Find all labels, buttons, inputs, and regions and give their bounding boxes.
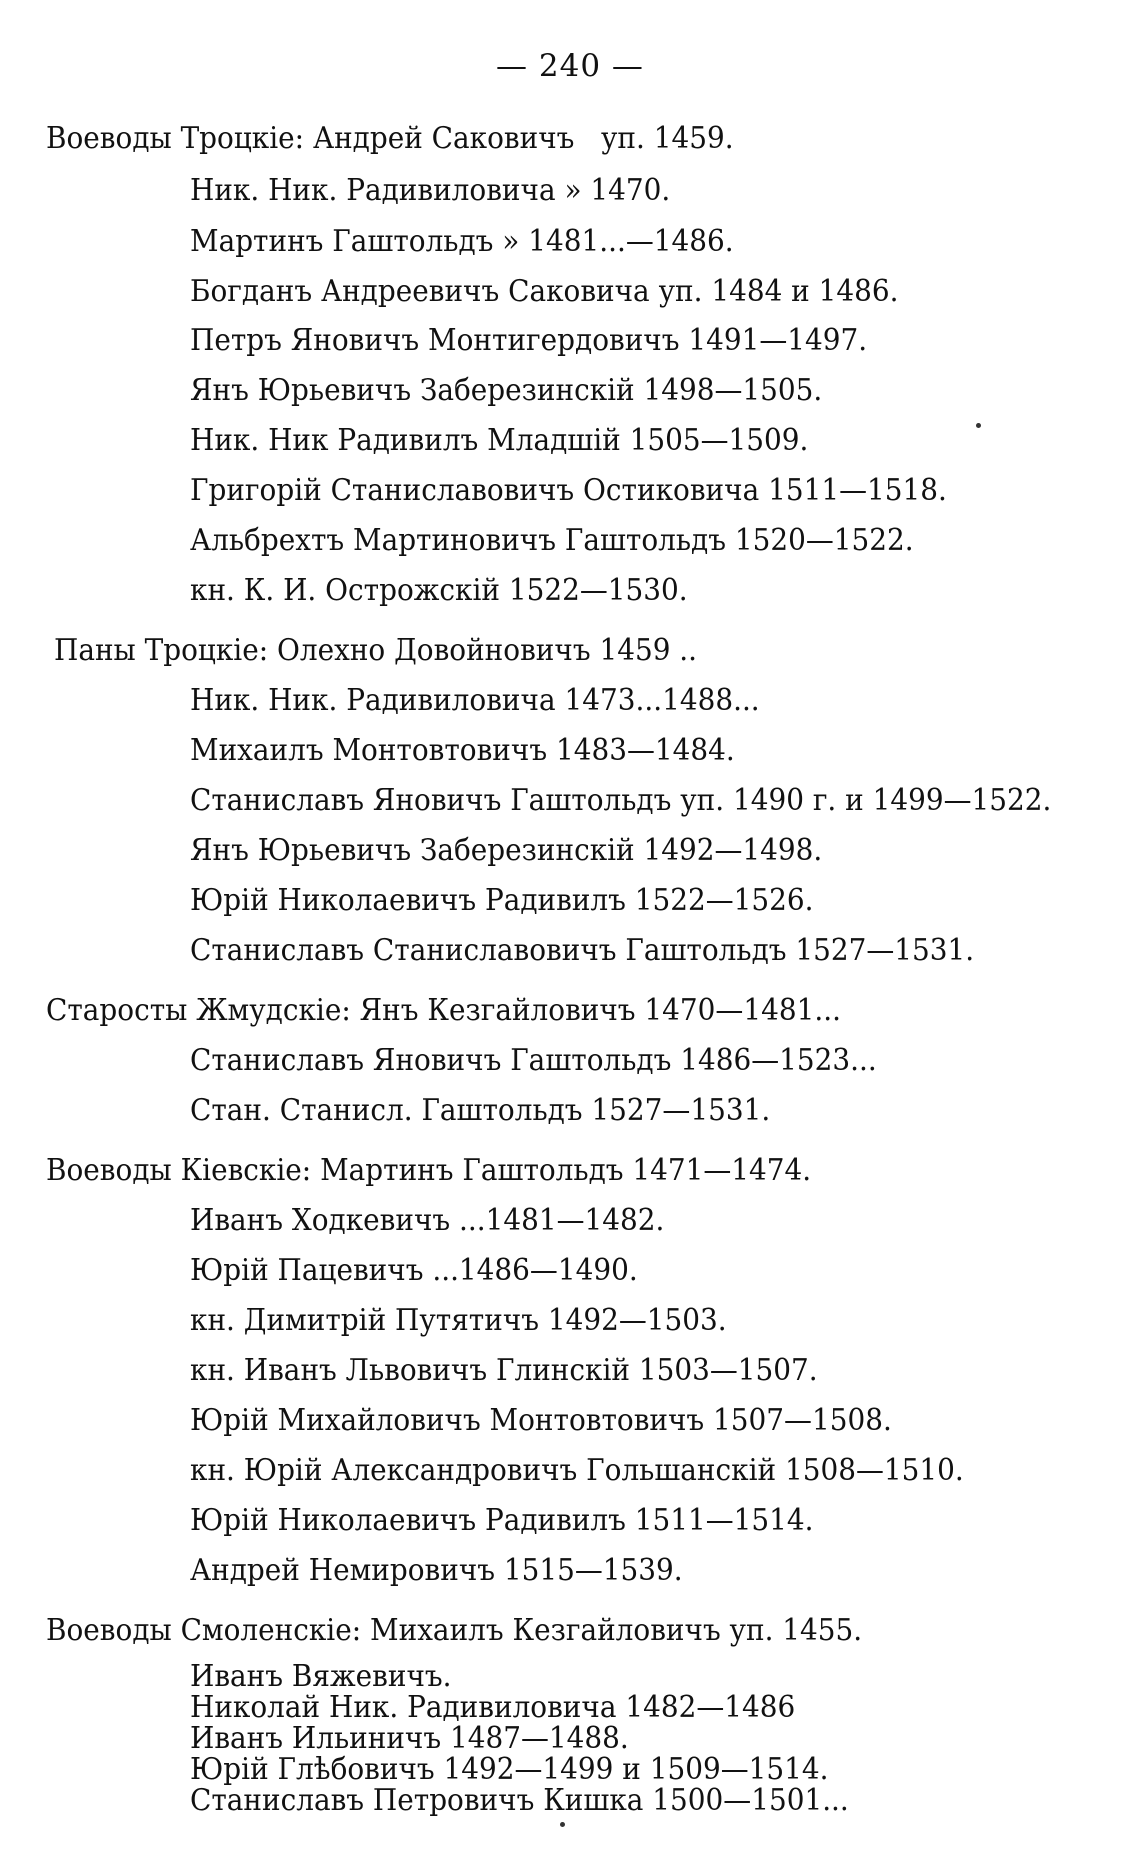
- entry-line: Мартинъ Гаштольдъ 1471—1474.: [320, 1153, 812, 1188]
- entry-line: Иванъ Ильиничъ 1487—1488.: [190, 1721, 629, 1756]
- entry-line: кн. Юрій Александровичъ Гольшанскій 1508—1510.: [190, 1453, 964, 1488]
- entry-line: Андрей Саковичъ уп. 1459.: [312, 121, 734, 156]
- entry-line: Юрій Глѣбовичъ 1492—1499 и 1509—1514.: [190, 1752, 829, 1787]
- entry-line: Ник. Ник Радивилъ Младшій 1505—1509.: [190, 423, 809, 458]
- entry-line: Альбрехтъ Мартиновичъ Гаштольдъ 1520—1522.: [190, 523, 914, 558]
- entry-line: Стан. Станисл. Гаштольдъ 1527—1531.: [190, 1093, 771, 1128]
- entry-line: Николай Ник. Радивиловича 1482—1486: [190, 1690, 796, 1725]
- entry-line: Григорій Станиславовичъ Остиковича 1511—1518.: [190, 473, 947, 508]
- section-heading: Воеводы Кіевскіе:: [46, 1153, 312, 1188]
- entry-line: Станиславъ Петровичъ Кишка 1500—1501...: [190, 1783, 849, 1818]
- section-heading: Старосты Жмудскіе:: [46, 993, 351, 1028]
- entry-line: Богданъ Андреевичъ Саковича уп. 1484 и 1486.: [190, 274, 899, 309]
- entry-line: Юрій Михайловичъ Монтовтовичъ 1507—1508.: [190, 1403, 892, 1438]
- entry-line: Олехно Довойновичъ 1459 ..: [276, 633, 698, 668]
- entry-line: Янъ Кезгайловичъ 1470—1481...: [359, 993, 841, 1028]
- entry-line: Михаилъ Монтовтовичъ 1483—1484.: [190, 733, 735, 768]
- entry-line: Ник. Ник. Радивиловича 1473...1488...: [190, 683, 760, 718]
- section-heading-row: [46, 992, 841, 1030]
- entry-line: Янъ Юрьевичъ Заберезинскій 1498—1505.: [190, 373, 823, 408]
- entry-line: Ник. Ник. Радивиловича » 1470.: [190, 173, 671, 208]
- section-heading-row: [46, 1612, 862, 1650]
- entry-line: Михаилъ Кезгайловичъ уп. 1455.: [370, 1613, 863, 1648]
- scan-speck: [976, 423, 981, 428]
- entry-line: Юрій Пацевичъ ...1486—1490.: [190, 1253, 638, 1288]
- scan-speck: [560, 1822, 565, 1827]
- section-heading: Воеводы Троцкіе:: [46, 121, 305, 156]
- entry-line: Мартинъ Гаштольдъ » 1481...—1486.: [190, 224, 734, 259]
- section-heading-row: [54, 632, 697, 670]
- section-heading: Воеводы Смоленскіе:: [46, 1613, 362, 1648]
- entry-line: Юрій Николаевичъ Радивилъ 1511—1514.: [190, 1503, 814, 1538]
- entry-line: кн. К. И. Острожскій 1522—1530.: [190, 573, 688, 608]
- entry-line: Иванъ Ходкевичъ ...1481—1482.: [190, 1203, 665, 1238]
- entry-line: кн. Димитрій Путятичъ 1492—1503.: [190, 1303, 727, 1338]
- entry-line: Иванъ Вяжевичъ.: [190, 1659, 452, 1694]
- entry-line: кн. Иванъ Львовичъ Глинскій 1503—1507.: [190, 1353, 818, 1388]
- entry-line: Станиславъ Яновичъ Гаштольдъ 1486—1523...: [190, 1043, 877, 1078]
- entry-line: Станиславъ Станиславовичъ Гаштольдъ 1527—1531.: [190, 933, 975, 968]
- section-heading: Паны Троцкіе:: [54, 633, 269, 668]
- entry-line: Станиславъ Яновичъ Гаштольдъ уп. 1490 г. и 1499—1522.: [190, 783, 1052, 818]
- page-number: — 240 —: [496, 48, 644, 84]
- section-heading-row: [46, 1152, 811, 1190]
- entry-line: Юрій Николаевичъ Радивилъ 1522—1526.: [190, 883, 814, 918]
- entry-line: Янъ Юрьевичъ Заберезинскій 1492—1498.: [190, 833, 823, 868]
- section-heading-row: [46, 120, 734, 158]
- entry-line: Петръ Яновичъ Монтигердовичъ 1491—1497.: [190, 323, 868, 358]
- entry-line: Андрей Немировичъ 1515—1539.: [190, 1553, 683, 1588]
